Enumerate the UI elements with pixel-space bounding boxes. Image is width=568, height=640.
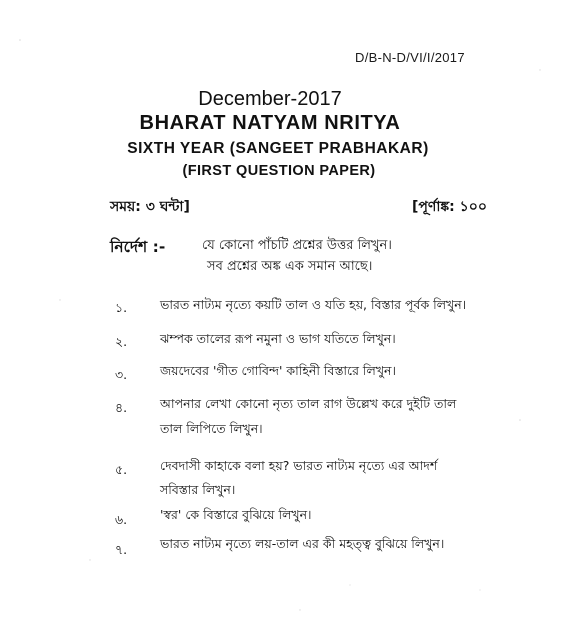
instructions-line-1: যে কোনো পাঁচটি প্রশ্নের উত্তর লিখুন। (202, 238, 392, 253)
full-marks: [পূর্ণাঙ্ক: ১০০ (412, 199, 487, 215)
question-number: ৬. (115, 512, 128, 527)
question-text: দেবদাসী কাহাকে বলা হয়? ভারত নাট্যম নৃত্যে এর আদর্শ (160, 458, 438, 473)
question-text-continued: সবিস্তার লিখুন। (160, 482, 236, 497)
paper-label: (FIRST QUESTION PAPER) (182, 163, 376, 179)
question-text: ভারত নাট্যম নৃত্যে লয়-তাল এর কী মহত্ত্ব বুঝিয়ে লিখুন। (160, 536, 445, 551)
question-number: ৪. (115, 400, 128, 415)
question-text: ভারত নাট্যম নৃত্যে কয়টি তাল ও যতি হয়, বিস্তার পূর্বক লিখুন। (160, 297, 467, 312)
question-text: 'স্বর' কে বিস্তারে বুঝিয়ে লিখুন। (160, 507, 312, 522)
question-text-continued: তাল লিপিতে লিখুন। (160, 421, 263, 436)
question-text: জয়দেবের 'গীত গোবিন্দ' কাহিনী বিস্তারে লিখুন। (160, 363, 396, 378)
exam-date: December-2017 (198, 88, 342, 110)
question-number: ৭. (115, 542, 128, 557)
question-number: ৩. (115, 367, 128, 382)
instructions-line-2: সব প্রশ্নের অঙ্ক এক সমান আছে। (207, 259, 373, 274)
question-number: ৫. (115, 462, 128, 477)
exam-subtitle: SIXTH YEAR (SANGEET PRABHAKAR) (127, 140, 429, 157)
paper-code: D/B-N-D/VI/I/2017 (355, 50, 465, 65)
instructions-label: নির্দেশ :- (110, 238, 166, 256)
question-text: আপনার লেখা কোনো নৃত্য তাল রাগ উল্লেখ করে দুইটি তাল (160, 396, 457, 411)
question-number: ২. (115, 334, 128, 349)
question-text: ঝম্পক তালের রূপ নমুনা ও ভাগ যতিতে লিখুন। (160, 331, 396, 346)
time-allowed: সময়: ৩ ঘন্টা] (110, 199, 190, 215)
exam-title: BHARAT NATYAM NRITYA (139, 112, 401, 134)
question-number: ১. (115, 300, 128, 315)
